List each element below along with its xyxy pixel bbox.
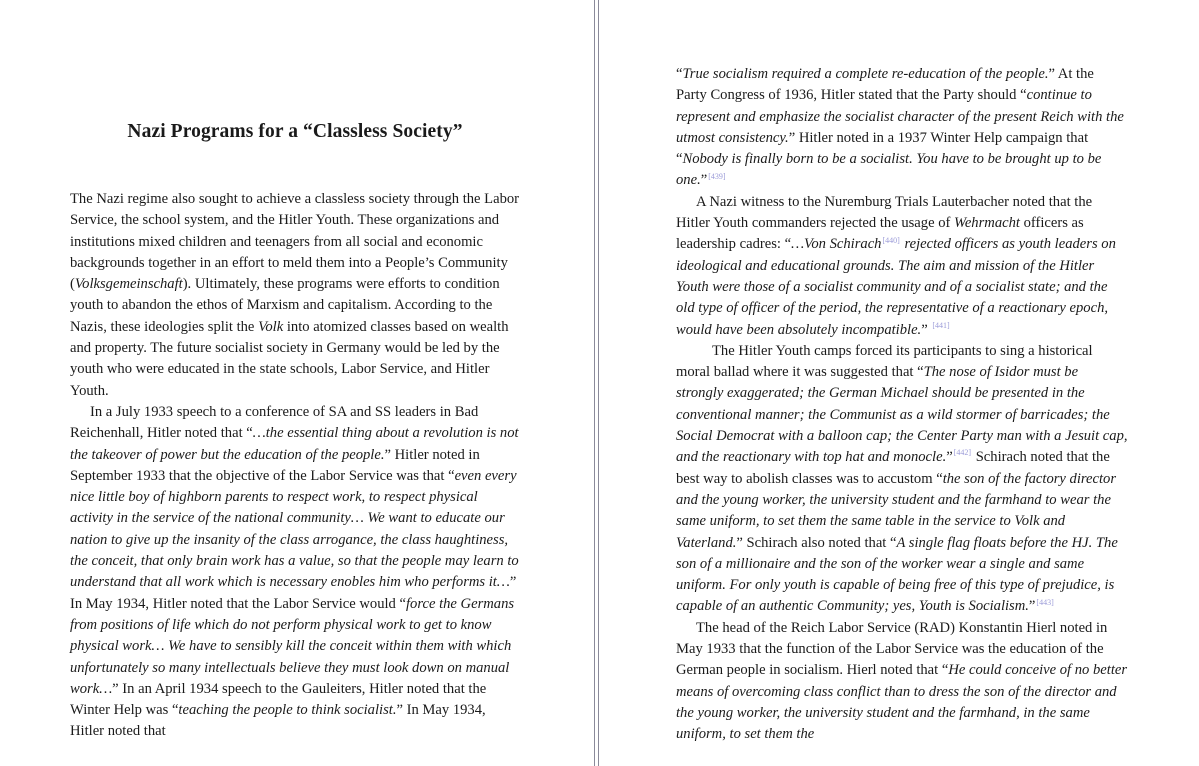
quote-text: Volksgemeinschaft	[74, 276, 183, 293]
quote-text: …Von Schirach	[791, 236, 882, 253]
paragraph	[70, 189, 522, 402]
quote-text: He could conceive of no better means of overcoming class conflict than to dress the son of the director and the young worker, the university student and the farmhand, in the same uniform, to set them the	[676, 662, 1128, 743]
body-text: ). Ultimately, these programs were efforts to condition youth to abandon the ethos of Marxism and capitalism. According to the Nazis, these ideologies split the	[70, 276, 500, 335]
body-text: officers as leadership cadres: “	[676, 215, 1084, 253]
quote-text: …the essential thing about a revolution is not the takeover of power but the education of the people.	[70, 425, 519, 463]
body-text: “	[676, 66, 683, 82]
body-text: The Hitler Youth camps forced its participants to sing a historical moral ballad where it was suggested that “	[676, 342, 1093, 381]
body-text: ” Schirach also noted that “	[736, 534, 897, 551]
body-text: ” At the Party Congress of 1936, Hitler stated that the Party should “	[676, 66, 1094, 104]
paragraph	[676, 618, 1128, 746]
body-text: ” In May 1934, Hitler noted that the Labor Service would “	[70, 574, 517, 612]
paragraph	[676, 341, 1128, 618]
quote-text: Volk	[258, 318, 284, 335]
quote-text: A single flag floats before the HJ. The son of a millionaire and the son of the worker wear a single and same uniform. For only youth is capable of being free of this type of prejudice, is capable of an authentic Community; yes, Youth is Socialism.	[676, 534, 1118, 615]
footnote-link[interactable]: [441]	[932, 320, 950, 330]
quote-text: rejected officers as youth leaders on ideological and educational grounds. The aim and mission of the Hitler Youth were those of a socialist community and of a socialist state; and the old type of officer of the period, the representative of a reactionary epoch, would have been absolutely incompatible.	[676, 236, 1116, 338]
body-text: ”	[1028, 598, 1036, 615]
footnote-link[interactable]: [443]	[1036, 597, 1054, 607]
body-text: ”	[946, 449, 953, 466]
body-text: into atomized classes based on wealth and property. The future socialist society in Germany would be led by the youth who were educated in the state schools, Labor Service, and Hitler Youth.	[70, 318, 509, 399]
left-body-text	[70, 189, 522, 743]
right-body-text	[676, 64, 1128, 746]
footnote-link[interactable]: [440]	[882, 235, 900, 245]
paragraph	[676, 64, 1128, 192]
footnote-link[interactable]: [439]	[708, 171, 726, 181]
quote-text: The nose of Isidor must be strongly exaggerated; the German Michael should be presented in the conventional manner; the Communist as a wild stormer of barricades; the Social Democrat with a balloon cap; the Center Party man with a Jesuit cap, and the reactionary with top hat and monocle.	[676, 364, 1128, 466]
quote-text: even every nice little boy of highborn parents to respect work, to respect physical activity in the service of the national community… We want to educate our nation to give up the insanity of the class arrogance, the class haughtiness, the conceit, that only brain work has a value, so that the people may learn to understand that all work which is necessary enobles him who performs it…	[70, 467, 519, 591]
quote-text: force the Germans from positions of life which do not perform physical work to get to know physical work… We have to sensibly kill the conceit within them with which unfortunately so many intellectuals believe they must look down on manual work…	[70, 595, 515, 697]
body-text: The head of the Reich Labor Service (RAD) Konstantin Hierl noted in May 1933 that the function of the Labor Service was the education of the German people in socialism. Hierl noted that “	[676, 619, 1108, 679]
paragraph	[70, 402, 522, 743]
quote-text: the son of the factory director and the young worker, the university student and the farmhand to wear the same uniform, to set them the same table in the service to Volk and Vaterland.	[676, 470, 1117, 551]
body-text: The Nazi regime also sought to achieve a classless society through the Labor Service, the school system, and the Hitler Youth. These organizations and institutions mixed children and teenagers from all social and economic backgrounds together in an effort to meld them into a People’s Community (	[70, 191, 520, 293]
footnote-link[interactable]: [442]	[953, 448, 972, 458]
body-text: ”	[700, 172, 708, 189]
quote-text: Wehrmacht	[954, 215, 1020, 232]
body-text: In a July 1933 speech to a conference of SA and SS leaders in Bad Reichenhall, Hitler noted that “	[70, 403, 479, 442]
body-text: ” Hitler noted in September 1933 that the objective of the Labor Service was that “	[70, 446, 480, 484]
body-text: ” In an April 1934 speech to the Gauleiters, Hitler noted that the Winter Help was “	[70, 680, 487, 719]
right-page	[600, 0, 1199, 766]
page-divider	[598, 0, 599, 766]
body-text: ” Hitler noted in a 1937 Winter Help campaign that “	[676, 129, 1089, 168]
paragraph	[676, 192, 1128, 341]
quote-text: True socialism required a complete re-education of the people.	[682, 66, 1049, 82]
quote-text: continue to represent and emphasize the socialist character of the present Reich with the utmost consistency.	[676, 87, 1124, 146]
body-text: A Nazi witness to the Nuremburg Trials Lauterbacher noted that the Hitler Youth commanders rejected the usage of	[676, 193, 1093, 232]
chapter-title: Nazi Programs for a “Classless Society”	[127, 121, 463, 142]
left-page	[0, 0, 594, 766]
body-text: ” In May 1934, Hitler noted that	[70, 702, 486, 740]
body-text: Schirach noted that the best way to abolish classes was to accustom “	[676, 449, 1110, 487]
page-divider	[594, 0, 595, 766]
quote-text: teaching the people to think socialist.	[178, 702, 397, 719]
body-text: ”	[921, 321, 932, 338]
quote-text: Nobody is finally born to be a socialist. You have to be brought up to be one.	[676, 151, 1102, 189]
